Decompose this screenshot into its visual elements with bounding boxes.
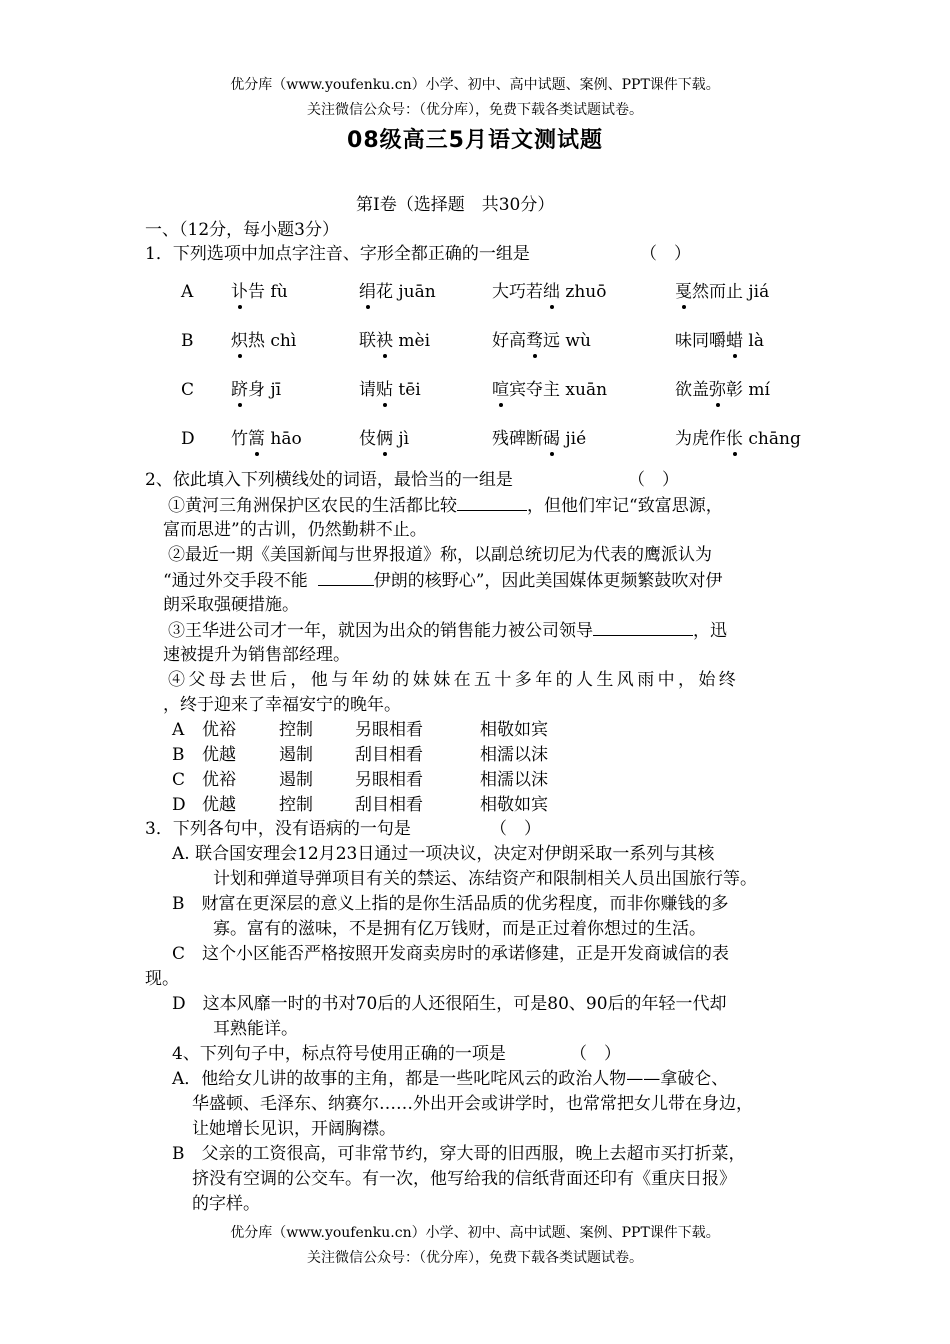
q2-option-word: 相敬如宾 xyxy=(480,795,548,815)
q2-option-word: 优越 xyxy=(202,795,236,815)
q2-option-word: 另眼相看 xyxy=(355,770,423,790)
q4-option-b-cont1: 挤没有空调的公交车。有一次，他写给我的信纸背面还印有《重庆日报》 xyxy=(192,1169,736,1189)
emphasis-dot-char: 袂 xyxy=(376,331,393,351)
q2-option-word: 相敬如宾 xyxy=(480,720,548,740)
section-title: 第Ⅰ卷（选择题 共30分） xyxy=(356,195,555,215)
q2-option-word: 相濡以沫 xyxy=(480,745,548,765)
q1-option-word: 喧宾夺主 xuān xyxy=(492,380,608,400)
q1-option-label: C xyxy=(181,380,195,400)
q1-option-word: 残碑断碣 jié xyxy=(492,429,587,449)
part1-heading: 一、（12分，每小题3分） xyxy=(145,220,339,240)
q2-option-word: 控制 xyxy=(279,795,313,815)
q1-option-label: B xyxy=(181,331,194,351)
blank-1[interactable] xyxy=(457,494,527,511)
q2-sentence-3: ③王华进公司才一年，就因为出众的销售能力被公司领导 ，迅 xyxy=(168,621,727,641)
q3-option-d: D 这本风靡一时的书对70后的人还很陌生，可是80、90后的年轻一代却 xyxy=(172,994,727,1014)
q2-option-word: 刮目相看 xyxy=(355,745,423,765)
emphasis-dot-char: 讣 xyxy=(231,282,248,302)
q4-option-b: B 父亲的工资很高，可非常节约，穿大哥的旧西服，晚上去超市买打折菜， xyxy=(172,1144,746,1164)
q1-option-label: A xyxy=(181,282,194,302)
q4-option-b-cont2: 的字样。 xyxy=(192,1194,260,1214)
q1-option-word: 跻身 jī xyxy=(231,380,282,400)
q2-option-label: D xyxy=(172,795,186,815)
q2-option-word: 优越 xyxy=(202,745,236,765)
q2-option-word: 优裕 xyxy=(202,770,236,790)
q1-option-word: 竹篙 hāo xyxy=(231,429,302,449)
emphasis-dot-char: 蜡 xyxy=(726,331,743,351)
q4-answer-bracket: （ ） xyxy=(570,1044,621,1064)
q1-answer-bracket: （ ） xyxy=(640,244,691,264)
emphasis-dot-char: 篙 xyxy=(248,429,265,449)
q3-option-b: B 财富在更深层的意义上指的是你生活品质的优劣程度，而非你赚钱的多 xyxy=(172,894,729,914)
q3-option-c-cont: 现。 xyxy=(145,969,179,989)
blank-2[interactable] xyxy=(318,569,374,586)
emphasis-dot-char: 俩 xyxy=(376,429,393,449)
q1-option-word: 请贴 tēi xyxy=(359,380,421,400)
q3-stem: 3．下列各句中，没有语病的一句是 xyxy=(145,819,411,839)
q1-option-word: 味同嚼蜡 là xyxy=(675,331,764,351)
q1-option-word: 大巧若绌 zhuō xyxy=(492,282,607,302)
emphasis-dot-char: 戛 xyxy=(675,282,692,302)
q3-option-c: C 这个小区能否严格按照开发商卖房时的承诺修建，正是开发商诚信的表 xyxy=(172,944,730,964)
q2-sentence-4: ④父母去世后，他与年幼的妹妹在五十多年的人生风雨中，始终 xyxy=(168,670,740,690)
q2-option-word: 相濡以沫 xyxy=(480,770,548,790)
emphasis-dot-char: 绢 xyxy=(359,282,376,302)
q1-option-word: 炽热 chì xyxy=(231,331,297,351)
q2-option-word: 遏制 xyxy=(279,745,313,765)
emphasis-dot-char: 喧 xyxy=(492,380,509,400)
q2-sentence-3-cont: 速被提升为销售部经理。 xyxy=(163,645,350,665)
q2-option-word: 控制 xyxy=(279,720,313,740)
q4-option-a: A．他给女儿讲的故事的主角，都是一些叱咤风云的政治人物——拿破仑、 xyxy=(172,1069,729,1089)
page-footer-line2: 关注微信公众号：（优分库），免费下载各类试题试卷。 xyxy=(307,1250,643,1266)
q1-option-word: 绢花 juān xyxy=(359,282,436,302)
q2-sentence-2: ②最近一期《美国新闻与世界报道》称，以副总统切尼为代表的鹰派认为 xyxy=(168,545,712,565)
q1-option-word: 联袂 mèi xyxy=(359,331,431,351)
q2-option-label: C xyxy=(172,770,186,790)
emphasis-dot-char: 伥 xyxy=(726,429,743,449)
page-footer-line1: 优分库（www.youfenku.cn）小学、初中、高中试题、案例、PPT课件下载。 xyxy=(230,1225,720,1241)
q3-option-d-cont: 耳熟能详。 xyxy=(213,1019,298,1039)
q3-option-a-cont: 计划和弹道导弹项目有关的禁运、冻结资产和限制相关人员出国旅行等。 xyxy=(213,869,757,889)
q2-option-label: A xyxy=(172,720,185,740)
q2-sentence-2-end: 朗采取强硬措施。 xyxy=(163,595,299,615)
page-header-line1: 优分库（www.youfenku.cn）小学、初中、高中试题、案例、PPT课件下载。 xyxy=(230,77,720,93)
q4-option-a-cont2: 让她增长见识，开阔胸襟。 xyxy=(192,1119,396,1139)
q2-option-word: 刮目相看 xyxy=(355,795,423,815)
emphasis-dot-char: 骛 xyxy=(526,331,543,351)
q1-option-word: 为虎作伥 chāng xyxy=(675,429,801,449)
q2-sentence-2-cont: “通过外交手段不能 伊朗的核野心”，因此美国媒体更频繁鼓吹对伊 xyxy=(163,571,723,591)
q3-option-a: A. 联合国安理会12月23日通过一项决议，决定对伊朗采取一系列与其核 xyxy=(172,844,715,864)
emphasis-dot-char: 碣 xyxy=(543,429,560,449)
q2-option-word: 另眼相看 xyxy=(355,720,423,740)
emphasis-dot-char: 弥 xyxy=(709,380,726,400)
q2-sentence-1: ①黄河三角洲保护区农民的生活都比较 ，但他们牢记“致富思源， xyxy=(168,496,723,516)
q3-option-b-cont: 寡。富有的滋味，不是拥有亿万钱财，而是正过着你想过的生活。 xyxy=(213,919,706,939)
emphasis-dot-char: 炽 xyxy=(231,331,248,351)
q2-option-word: 遏制 xyxy=(279,770,313,790)
q2-sentence-4-cont: ，终于迎来了幸福安宁的晚年。 xyxy=(163,695,401,715)
blank-3[interactable] xyxy=(593,619,693,636)
q1-option-word: 好高骛远 wù xyxy=(492,331,591,351)
q1-stem: 1．下列选项中加点字注音、字形全都正确的一组是 xyxy=(145,244,530,264)
emphasis-dot-char: 跻 xyxy=(231,380,248,400)
q1-option-word: 戛然而止 jiá xyxy=(675,282,770,302)
q2-sentence-1-cont: 富而思进”的古训，仍然勤耕不止。 xyxy=(163,520,427,540)
q2-stem: 2、依此填入下列横线处的词语，最恰当的一组是 xyxy=(145,470,513,490)
q4-option-a-cont1: 华盛顿、毛泽东、纳赛尔……外出开会或讲学时，也常常把女儿带在身边， xyxy=(192,1094,753,1114)
q1-option-label: D xyxy=(181,429,195,449)
page-title: 08级高三5月语文测试题 xyxy=(347,128,603,153)
q4-stem: 4、下列句子中，标点符号使用正确的一项是 xyxy=(172,1044,506,1064)
q2-option-label: B xyxy=(172,745,185,765)
q1-option-word: 伎俩 jì xyxy=(359,429,410,449)
q3-answer-bracket: （ ） xyxy=(490,819,541,839)
q1-option-word: 欲盖弥彰 mí xyxy=(675,380,770,400)
q1-option-word: 讣告 fù xyxy=(231,282,288,302)
page-header-line2: 关注微信公众号：（优分库），免费下载各类试题试卷。 xyxy=(307,102,643,118)
emphasis-dot-char: 贴 xyxy=(376,380,393,400)
q2-option-word: 优裕 xyxy=(202,720,236,740)
emphasis-dot-char: 绌 xyxy=(543,282,560,302)
q2-answer-bracket: （ ） xyxy=(628,470,679,490)
